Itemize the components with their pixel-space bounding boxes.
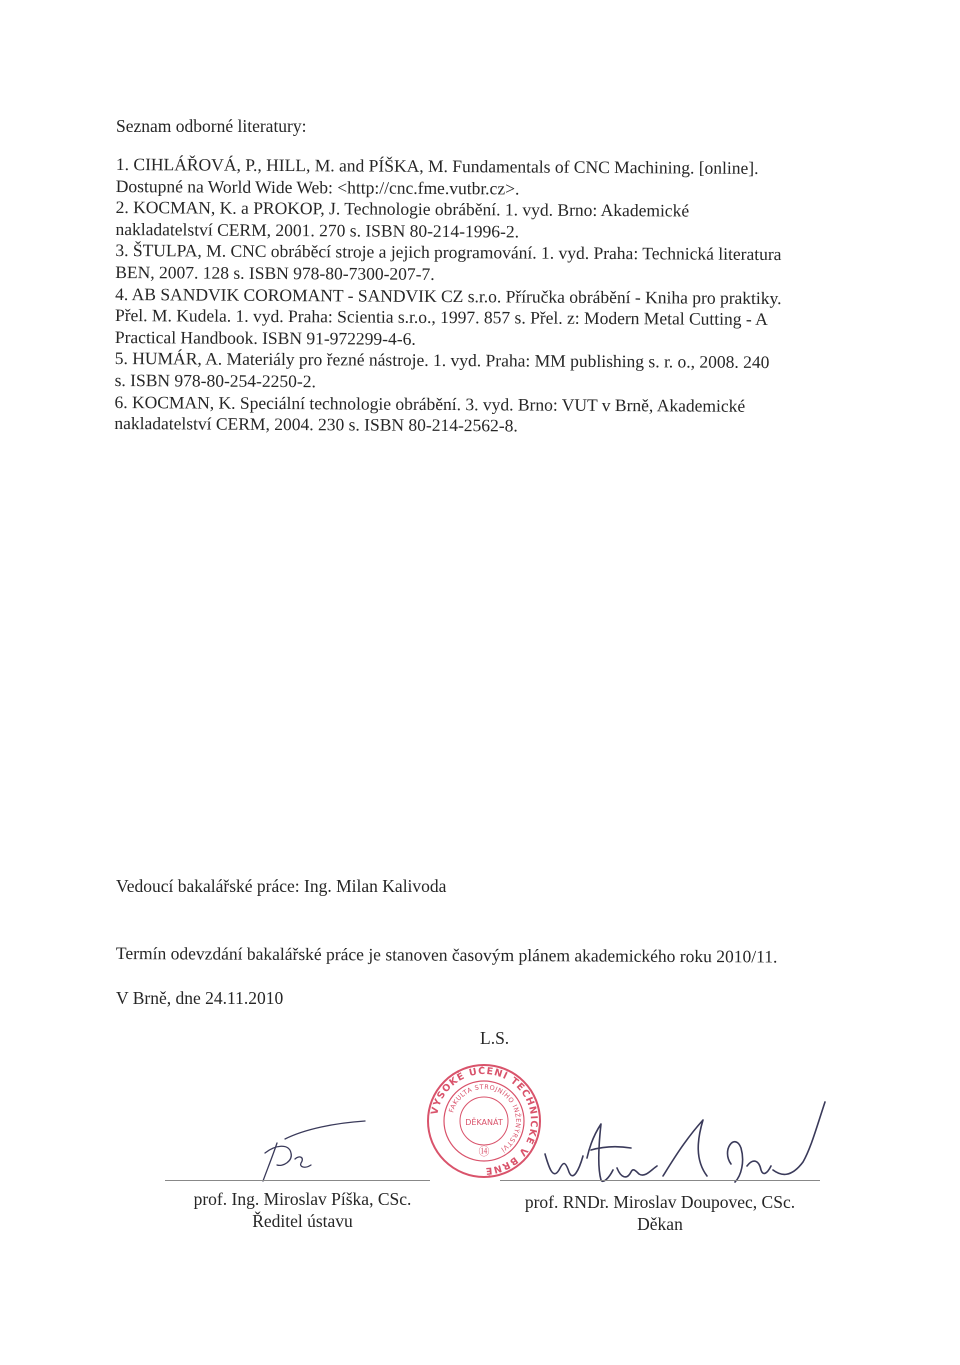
signatory-right-role: Děkan	[637, 1214, 683, 1234]
reference-line: 1. CIHLÁŘOVÁ, P., HILL, M. and PÍŠKA, M. Fundamentals of CNC Machining. [online].	[115, 154, 759, 178]
reference-line: Přel. M. Kudela. 1. vyd. Praha: Scientia s.r.o., 1997. 857 s. Přel. z: Modern Metal Cutting - A	[114, 305, 768, 330]
stamp-inner-text: FAKULTA STROJNÍHO INŽENÝRSTVÍ	[447, 1082, 523, 1154]
reference-line: 6. KOCMAN, K. Speciální technologie obrábění. 3. vyd. Brno: VUT v Brně, Akademické	[114, 391, 746, 416]
ls-label: L.S.	[480, 1028, 510, 1048]
signatory-left-name: prof. Ing. Miroslav Píška, CSc.	[193, 1189, 412, 1209]
reference-line: nakladatelství CERM, 2004. 230 s. ISBN 80-214-2562-8.	[114, 413, 518, 436]
reference-line: s. ISBN 978-80-254-2250-2.	[114, 369, 316, 392]
deadline-line: Termín odevzdání bakalářské práce je stanoven časovým plánem akademického roku 2010/11.	[115, 943, 778, 967]
signatory-right	[500, 1191, 820, 1235]
reference-line: Dostupné na World Wide Web: <http://cnc.fme.vutbr.cz>.	[115, 175, 520, 199]
reference-line: 4. AB SANDVIK COROMANT - SANDVIK CZ s.r.o. Příručka obrábění - Kniha pro praktiky.	[115, 283, 782, 308]
signature-line-left	[165, 1180, 430, 1181]
signature-left	[255, 1115, 375, 1185]
signatory-right-name: prof. RNDr. Miroslav Doupovec, CSc.	[524, 1192, 796, 1212]
reference-line: nakladatelství CERM, 2001. 270 s. ISBN 80-214-1996-2.	[115, 218, 520, 242]
university-stamp	[424, 1061, 544, 1181]
supervisor-line: Vedoucí bakalářské práce: Ing. Milan Kalivoda	[116, 876, 447, 896]
reference-line: Practical Handbook. ISBN 91-972299-4-6.	[114, 326, 416, 349]
literature-heading: Seznam odborné literatury:	[116, 116, 307, 136]
reference-list	[114, 154, 876, 439]
reference-line: 3. ŠTULPA, M. CNC obráběcí stroje a jejich programování. 1. vyd. Praha: Technická literatura	[115, 240, 782, 265]
reference-line: 5. HUMÁR, A. Materiály pro řezné nástroje. 1. vyd. Praha: MM publishing s. r. o., 2008. 240	[114, 348, 770, 373]
signatory-left-role: Ředitel ústavu	[252, 1211, 353, 1231]
reference-line: BEN, 2007. 128 s. ISBN 978-80-7300-207-7.	[115, 261, 435, 284]
signature-right	[535, 1090, 845, 1190]
stamp-ring-text: VYSOKÉ UČENÍ TECHNICKÉ V BRNĚ	[429, 1065, 540, 1177]
place-date: V Brně, dne 24.11.2010	[116, 988, 284, 1008]
reference-line: 2. KOCMAN, K. a PROKOP, J. Technologie obrábění. 1. vyd. Brno: Akademické	[115, 197, 690, 221]
signature-line-right	[500, 1180, 820, 1181]
stamp-center-text: DĚKANÁT	[465, 1118, 503, 1127]
signatory-left	[180, 1188, 425, 1232]
stamp-emblem: ⑭	[478, 1145, 490, 1158]
